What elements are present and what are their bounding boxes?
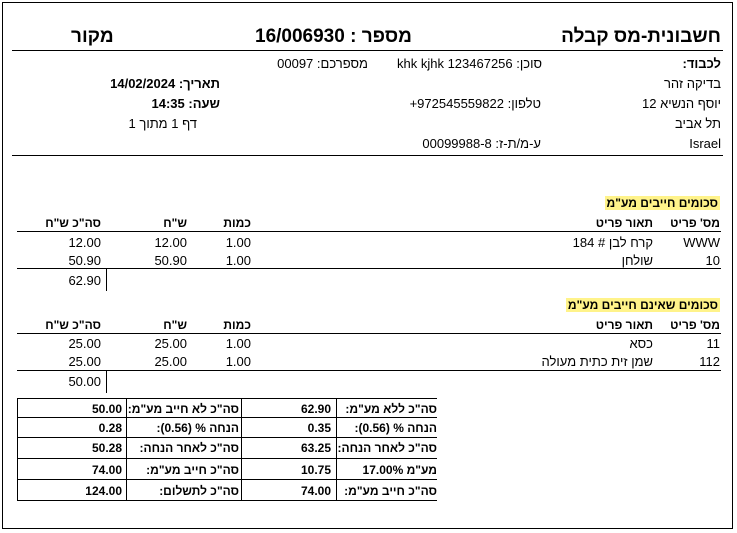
document-title: חשבונית-מס קבלה (561, 26, 721, 47)
exempt-subtotal-divider (106, 370, 107, 393)
total-right-3-value: 63.25 (300, 441, 331, 455)
total-right-5-value: 74.00 (300, 484, 331, 498)
customer-name: בדיקה זהר (663, 76, 721, 91)
header-divider (12, 50, 723, 51)
time-value: 14:35 (151, 96, 185, 111)
vat-row-2-item-no: 10 (705, 253, 720, 268)
exempt-row-2-item-no: 112 (699, 354, 720, 369)
total-right-1-label: סה"כ ללא מע"מ: (345, 402, 437, 416)
date-label: תאריך: (178, 76, 220, 91)
time-row (152, 96, 221, 111)
ref-value: 00097 (277, 56, 314, 71)
document-number-label: מספר : (350, 26, 412, 47)
col-total: סה"כ ש"ח (45, 216, 101, 230)
vat-subtotal-divider (106, 268, 107, 291)
exempt-row-1-qty: 1.00 (225, 336, 251, 351)
total-left-3-label: סה"כ לאחר הנחה: (139, 441, 239, 455)
vat-id-row (422, 136, 541, 151)
col2-total: סה"כ ש"ח (45, 318, 101, 332)
date-value: 14/02/2024 (110, 76, 176, 91)
document-number-block (255, 26, 485, 48)
total-left-2-value: 0.28 (98, 421, 122, 435)
col-item-no: מס' פריט (670, 216, 720, 230)
to-label: לכבוד: (682, 56, 721, 71)
total-right-2-value: 0.35 (307, 421, 331, 435)
customer-city: תל אביב (674, 116, 721, 131)
exempt-row-1-total: 25.00 (68, 336, 101, 351)
exempt-rows-line (17, 370, 721, 371)
vat-row-2-desc: שולחן (621, 253, 653, 268)
exempt-row-1-price: 25.00 (154, 336, 187, 351)
agent-value: khk kjhk 123467256 (397, 56, 513, 71)
exempt-row-2-total: 25.00 (68, 354, 101, 369)
phone-label: טלפון: (507, 96, 541, 111)
col2-qty: כמות (223, 318, 251, 332)
total-left-4-value: 74.00 (91, 463, 122, 477)
vat-row-2-price: 50.90 (154, 253, 187, 268)
vat-id-value: 00099988-8 (422, 136, 492, 151)
vat-row-1-price: 12.00 (154, 235, 187, 250)
date-row (110, 76, 220, 91)
total-right-2-label: הנחה % (0.56): (354, 421, 437, 435)
phone-value: +972545559822 (409, 96, 504, 111)
vat-section-title: סכומים חייבים מע"מ (606, 196, 718, 210)
col2-desc: תאור פריט (595, 318, 653, 332)
exempt-row-2-qty: 1.00 (225, 354, 251, 369)
phone-row (410, 96, 541, 111)
page-indicator: דף 1 מתוך 1 (128, 116, 197, 131)
vat-id-label: ע-מ/ת-ז: (495, 136, 541, 151)
exempt-header-line (17, 333, 721, 334)
exempt-row-1-item-no: 11 (706, 336, 720, 351)
total-left-4-label: סה"כ חייב מע"מ: (146, 463, 239, 477)
vat-subtotal: 62.90 (68, 273, 101, 288)
ref-label: מספרכם: (316, 56, 368, 71)
vat-row-1-qty: 1.00 (225, 235, 251, 250)
exempt-subtotal: 50.00 (68, 374, 101, 389)
col-price: ש"ח (163, 216, 187, 230)
vat-row-2-qty: 1.00 (225, 253, 251, 268)
vat-row-1-desc: קרח לבן # 184 (572, 235, 653, 250)
total-left-3-value: 50.28 (91, 441, 122, 455)
info-divider (12, 155, 723, 156)
customer-street: יוסף הנשיא 12 (641, 96, 721, 111)
exempt-section-title: סכומים שאינם חייבים מע"מ (567, 298, 718, 312)
agent-row (397, 56, 542, 71)
col2-item-no: מס' פריט (670, 318, 720, 332)
exempt-row-2-price: 25.00 (154, 354, 187, 369)
vat-row-1-item-no: WWW (683, 235, 720, 250)
col-desc: תאור פריט (595, 216, 653, 230)
total-right-1-value: 62.90 (300, 402, 331, 416)
exempt-row-2-desc: שמן זית כתית מעולה (541, 354, 653, 369)
col-qty: כמות (223, 216, 251, 230)
customer-country: Israel (689, 136, 721, 151)
total-left-2-label: הנחה % (0.56): (156, 421, 239, 435)
time-label: שעה: (188, 96, 220, 111)
total-right-4-value: 10.75 (300, 463, 331, 477)
total-right-4-label: מע"מ 17.00% (362, 463, 437, 477)
document-number: 16/006930 (255, 26, 345, 47)
ref-row (277, 56, 368, 71)
vat-header-line (17, 231, 721, 232)
total-left-5-label: סה"כ לתשלום: (159, 484, 239, 498)
col2-price: ש"ח (163, 318, 187, 332)
vat-rows-line (17, 268, 721, 269)
copy-label: מקור (71, 26, 114, 47)
total-right-5-label: סה"כ חייב מע"מ: (344, 484, 437, 498)
vat-row-1-total: 12.00 (68, 235, 101, 250)
vat-row-2-total: 50.90 (68, 253, 101, 268)
total-left-1-value: 50.00 (91, 402, 122, 416)
total-left-1-label: סה"כ לא חייב מע"מ: (127, 402, 239, 416)
total-left-5-value: 124.00 (85, 484, 122, 498)
exempt-row-1-desc: כסא (629, 336, 653, 351)
agent-label: סוכן: (516, 56, 542, 71)
total-right-3-label: סה"כ לאחר הנחה: (337, 441, 437, 455)
